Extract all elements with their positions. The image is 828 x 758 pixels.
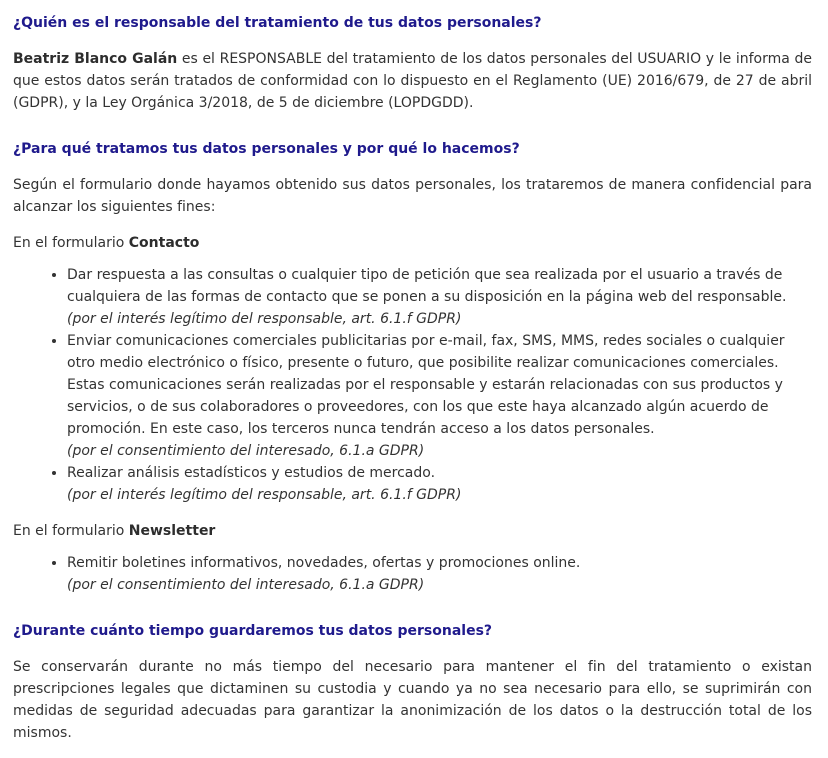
form-label-prefix: En el formulario — [13, 235, 129, 251]
legal-basis-note: (por el interés legítimo del responsable, art. 6.1.f GDPR) — [67, 487, 462, 503]
heading-who-is-responsible: ¿Quién es el responsable del tratamiento de tus datos personales? — [13, 15, 542, 31]
heading-retention: ¿Durante cuánto tiempo guardaremos tus datos personales? — [13, 623, 493, 639]
heading-purpose: ¿Para qué tratamos tus datos personales y por qué lo hacemos? — [13, 141, 520, 157]
paragraph-retention: Se conservarán durante no más tiempo del necesario para mantener el fin del tratamiento o existan prescripciones legales que dictaminen su custodia y cuando ya no sea necesario para ello, se suprimirán con medidas de seguridad adecuadas para garantizar la anonimización de los datos o la destrucción total de los mismos. — [13, 659, 812, 741]
newsletter-purposes-list — [13, 552, 812, 596]
legal-basis-note: (por el interés legítimo del responsable, art. 6.1.f GDPR) — [67, 311, 462, 327]
legal-basis-note: (por el consentimiento del interesado, 6.1.a GDPR) — [67, 577, 425, 593]
form-label-newsletter — [13, 520, 812, 542]
list-item — [67, 264, 812, 330]
form-name-contacto: Contacto — [128, 235, 200, 251]
form-name-newsletter: Newsletter — [128, 523, 216, 539]
paragraph-purpose-intro: Según el formulario donde hayamos obtenido sus datos personales, los trataremos de manera confidencial para alcanzar los siguientes fines: — [13, 177, 812, 215]
purpose-text: • Dar respuesta a las consultas o cualquier tipo de petición que sea realizada por el usuario a través de cualquiera de las formas de contacto que se ponen a su disposición en la página web del responsable. — [67, 267, 787, 305]
purpose-text: • Realizar análisis estadísticos y estudios de mercado. — [67, 465, 436, 481]
list-item — [67, 462, 812, 506]
list-item — [67, 330, 812, 462]
legal-basis-note: (por el consentimiento del interesado, 6.1.a GDPR) — [67, 443, 425, 459]
form-label-contacto — [13, 232, 812, 254]
contact-purposes-list — [13, 264, 812, 506]
responsible-name: Beatriz Blanco Galán — [13, 51, 178, 67]
paragraph-responsible — [13, 48, 812, 114]
purpose-text: • Enviar comunicaciones comerciales publicitarias por e-mail, fax, SMS, MMS, redes sociales o cualquier otro medio electrónico o físico, presente o futuro, que posibilite realizar comunicaciones comerciales. Estas comunicaciones serán realizadas por el responsable y estarán relacionadas con sus productos y servicios, o de sus colaboradores o proveedores, con los que este haya alcanzado algún acuerdo de promoción. En este caso, los terceros nunca tendrán acceso a los datos personales. — [67, 333, 785, 437]
responsible-text: es el RESPONSABLE del tratamiento de los datos personales del USUARIO y le informa de que estos datos serán tratados de conformidad con lo dispuesto en el Reglamento (UE) 2016/679, de 27 de abril (GDPR), y la Ley Orgánica 3/2018, de 5 de diciembre (LOPDGDD). — [13, 51, 812, 111]
list-item — [67, 552, 812, 596]
purpose-text: • Remitir boletines informativos, novedades, ofertas y promociones online. — [67, 555, 581, 571]
form-label-prefix: En el formulario — [13, 523, 129, 539]
